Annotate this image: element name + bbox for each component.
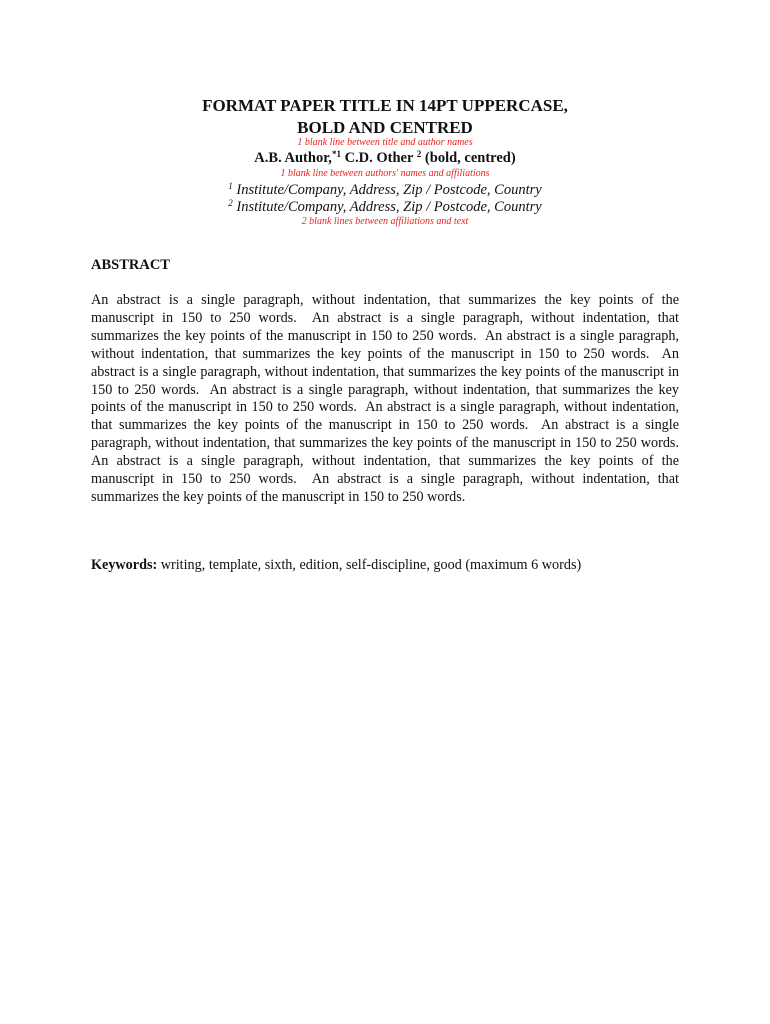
keywords-label: Keywords: xyxy=(91,557,158,573)
note-affiliations-text: 2 blank lines between affiliations and text xyxy=(301,216,469,227)
author-1-superscript: *1 xyxy=(331,149,341,159)
title-line-2: BOLD AND CENTRED xyxy=(297,118,473,137)
note-title-authors: 1 blank line between title and author names xyxy=(297,137,473,148)
author-2: C.D. Other xyxy=(344,150,414,166)
author-2-superscript: 2 xyxy=(416,149,422,159)
keywords-line xyxy=(91,556,691,574)
affiliation-1-superscript: 1 xyxy=(228,181,233,191)
author-line xyxy=(0,149,770,167)
affiliation-1 xyxy=(0,181,770,199)
paper-title xyxy=(0,95,770,139)
title-line-1: FORMAT PAPER TITLE IN 14PT UPPERCASE, xyxy=(202,96,568,115)
abstract-paragraph: An abstract is a single paragraph, without indentation, that summarizes the key points of the manuscript in 150 to 250 words. An abstract is a single paragraph, without indentation, that summarizes the key points of the manuscript in 150 to 250 words. An abstract is a single paragraph, without indentation, that summarizes the key points of the manuscript in 150 to 250 words. An abstract is a single paragraph, without indentation, that summarizes the key points of the manuscript in 150 to 250 words. An abstract is a single paragraph, without indentation, that summarizes the key points of the manuscript in 150 to 250 words. An abstract is a single paragraph, without indentation, that summarizes the key points of the manuscript in 150 to 250 words. An abstract is a single paragraph, without indentation, that summarizes the key points of the manuscript in 150 to 250 words. An abstract is a single paragraph, without indentation, that summarizes the key points of the manuscript in 150 to 250 words. An abstract is a single paragraph, without indentation, that summarizes the key points of the manuscript in 150 to 250 words. xyxy=(91,292,687,505)
abstract-heading: ABSTRACT xyxy=(91,257,170,273)
author-line-suffix: (bold, centred) xyxy=(424,150,516,166)
affiliation-1-text: Institute/Company, Address, Zip / Postcode, Country xyxy=(236,182,542,198)
affiliation-2-superscript: 2 xyxy=(228,198,233,208)
affiliation-2 xyxy=(0,198,770,216)
affiliation-2-text: Institute/Company, Address, Zip / Postcode, Country xyxy=(236,199,542,215)
keywords-text: writing, template, sixth, edition, self-discipline, good (maximum 6 words) xyxy=(160,557,582,573)
author-1: A.B. Author, xyxy=(254,150,332,166)
note-authors-affiliations: 1 blank line between authors' names and affiliations xyxy=(280,168,490,179)
